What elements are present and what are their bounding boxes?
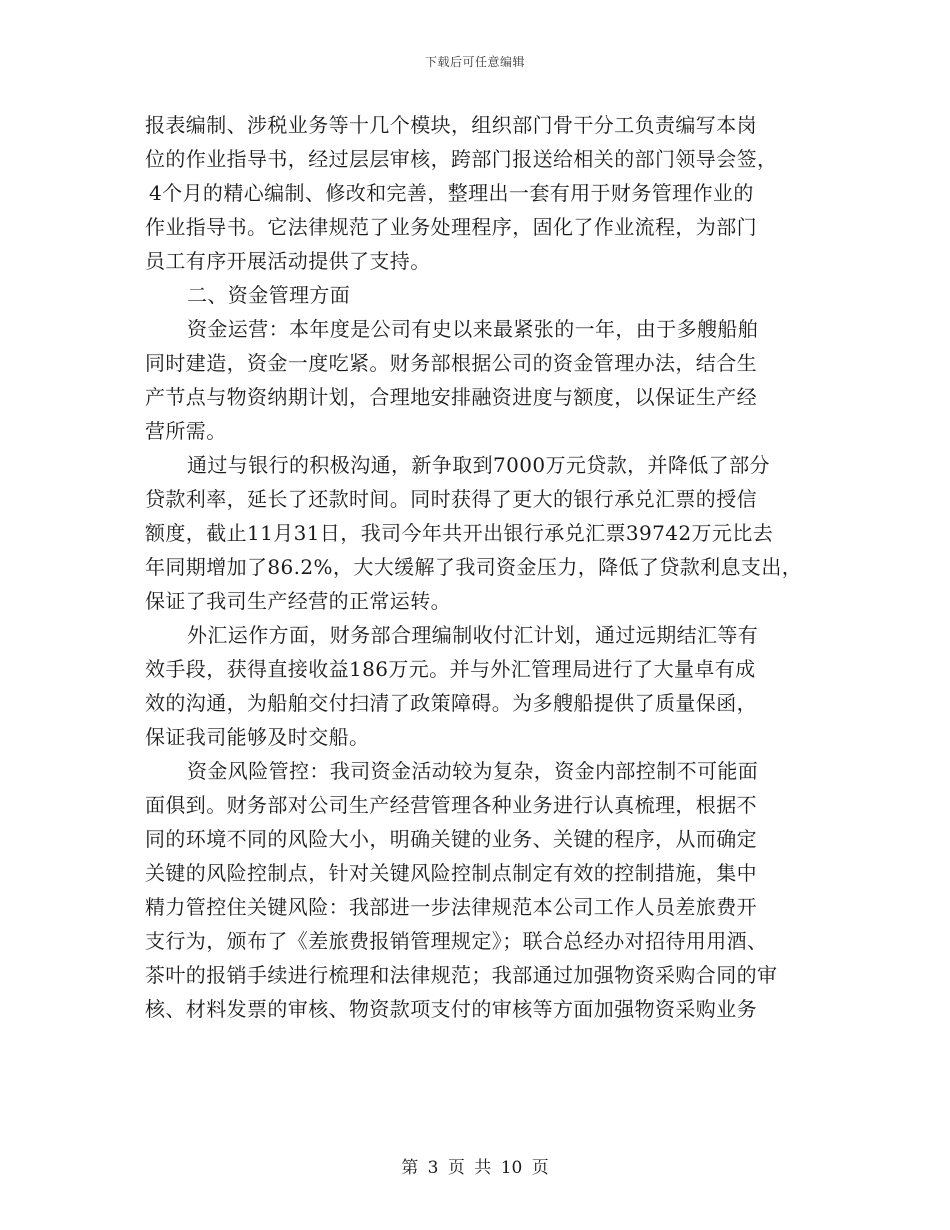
text-line: 保证了我司生产经营的正常运转。 [145,589,451,613]
text-line: 效手段，获得直接收益186万元。并与外汇管理局进行了大量卓有成 [145,657,756,681]
text-line: 4个月的精心编制、修改和完善，整理出一套有用于财务管理作业的 [149,181,754,205]
paragraph-start: 外汇运作方面，财务部合理编制收付汇计划，通过远期结汇等有 [187,623,759,647]
text-line: 同的环境不同的风险大小，明确关键的业务、关键的程序，从而确定 [145,827,757,851]
text-line: 产节点与物资纳期计划，合理地安排融资进度与额度，以保证生产经 [145,385,757,409]
text-line: 核、材料发票的审核、物资款项支付的审核等方面加强物资采购业务 [145,997,757,1021]
paragraph-start: 资金风险管控：我司资金活动较为复杂，资金内部控制不可能面 [187,759,759,783]
document-body [145,108,805,1026]
paragraph-start: 资金运营：本年度是公司有史以来最紧张的一年，由于多艘船舶 [187,317,759,341]
page-header: 下载后可任意编辑 [424,55,525,69]
text-line: 关键的风险控制点，针对关键风险控制点制定有效的控制措施，集中 [145,861,757,885]
text-line: 营所需。 [145,419,227,443]
text-line: 年同期增加了86.2%，大大缓解了我司资金压力，降低了贷款利息支出， [145,555,803,579]
text-line: 报表编制、涉税业务等十几个模块，组织部门骨干分工负责编写本岗 [145,113,757,137]
text-line: 精力管控住关键风险：我部进一步法律规范本公司工作人员差旅费开 [145,895,757,919]
section-heading: 二、资金管理方面 [187,283,351,307]
text-line: 贷款利率，延长了还款时间。同时获得了更大的银行承兑汇票的授信 [145,487,757,511]
text-line: 支行为，颁布了《差旅费报销管理规定》；联合总经办对招待用用酒、 [145,929,768,953]
text-line: 效的沟通，为船舶交付扫清了政策障碍。为多艘船提供了质量保函， [145,691,757,715]
text-line: 保证我司能够及时交船。 [145,725,370,749]
text-line: 茶叶的报销手续进行梳理和法律规范；我部通过加强物资采购合同的审 [145,963,778,987]
text-line: 面俱到。财务部对公司生产经营管理各种业务进行认真梳理，根据不 [145,793,757,817]
text-line: 额度，截止11月31日，我司今年共开出银行承兑汇票39742万元比去 [145,521,774,545]
text-line: 同时建造，资金一度吃紧。财务部根据公司的资金管理办法，结合生 [145,351,757,375]
text-line: 员工有序开展活动提供了支持。 [145,249,431,273]
text-line: 作业指导书。它法律规范了业务处理程序，固化了作业流程，为部门 [145,215,757,239]
paragraph-start: 通过与银行的积极沟通，新争取到7000万元贷款，并降低了部分 [187,453,770,477]
page-number-footer: 第 3 页 共 10 页 [401,1158,549,1178]
text-line: 位的作业指导书，经过层层审核，跨部门报送给相关的部门领导会签， [145,147,778,171]
